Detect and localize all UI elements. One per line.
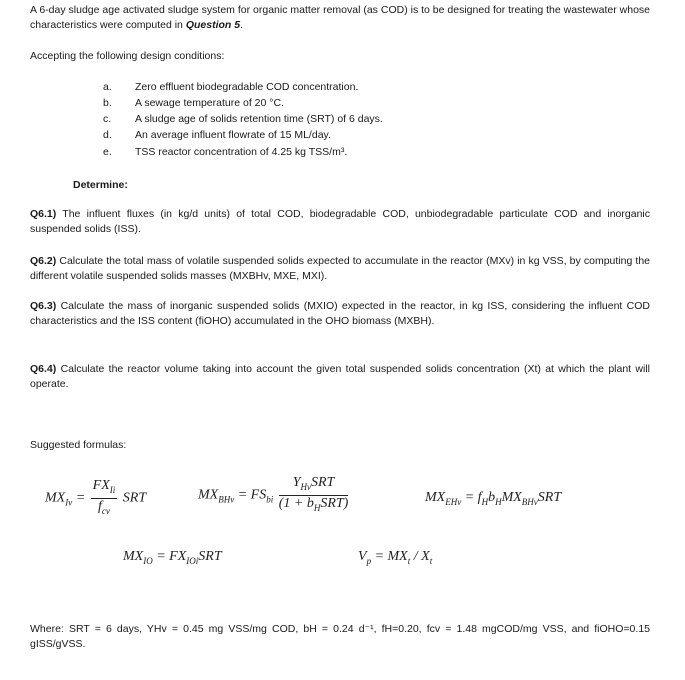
- condition-text: An average influent flowrate of 15 ML/day.: [135, 129, 331, 141]
- f3-mx: MX: [501, 490, 522, 505]
- f2-mid-sub: bi: [266, 494, 274, 505]
- f2-lhs-sub: BHv: [218, 494, 235, 505]
- formula-mx-ehv: [425, 490, 561, 507]
- f4-lhs: MX: [123, 549, 144, 564]
- accepting-heading: Accepting the following design conditions:: [30, 50, 225, 62]
- condition-text: A sewage temperature of 20 °C.: [135, 97, 284, 109]
- formula-mx-bhv: [198, 475, 350, 516]
- question-6-2: [30, 254, 650, 284]
- f3-sub1: H: [481, 497, 489, 507]
- f1-lhs-sub: Iv: [65, 497, 73, 508]
- condition-label: b.: [103, 97, 112, 109]
- f1-tail: SRT: [122, 490, 147, 506]
- f3-sub3: BHv: [521, 497, 538, 507]
- f4-lhs-sub: IO: [143, 556, 153, 566]
- formula-mx-iv: $MX_{Iv}$ = $FX_{Ii}$ $f_{cv}$ SRT: [45, 478, 146, 519]
- question-label: Q6.2): [30, 255, 57, 267]
- f5-rhs: = MX: [374, 549, 408, 564]
- f1-num-sub: Ii: [109, 485, 116, 495]
- f2-num-sub: Hv: [300, 482, 312, 492]
- condition-label: c.: [103, 113, 112, 125]
- question-label: Q6.3): [30, 300, 57, 312]
- f3-lhs: MX: [425, 490, 446, 505]
- f1-den-sub: cv: [101, 506, 110, 516]
- formula-mx-io: [123, 549, 222, 566]
- condition-c: [103, 111, 383, 127]
- f2-mid: = FS: [237, 487, 267, 503]
- condition-text: TSS reactor concentration of 4.25 kg TSS/m³.: [135, 146, 348, 158]
- condition-b: [103, 95, 284, 111]
- f5-div: / X: [410, 549, 430, 564]
- condition-d: [103, 127, 331, 143]
- condition-label: e.: [103, 146, 112, 158]
- where-line: Where: SRT = 6 days, YHv = 0.45 mg VSS/mg COD, bH = 0.24 d⁻¹, fH=0.20, fcv = 1.48 mgCOD/mg VSS, and fiOHO=0.15 gISS/gVSS.: [30, 623, 650, 650]
- question-6-1: [30, 207, 650, 237]
- f2-num: Y: [292, 475, 301, 490]
- question-text: Calculate the reactor volume taking into account the given total suspended solids concentration (Xt) at which the plant will operate.: [30, 363, 650, 390]
- question-label: Q6.1): [30, 208, 57, 220]
- condition-label: a.: [103, 81, 112, 93]
- f5-div-sub: t: [429, 556, 433, 566]
- f1-lhs: MX: [45, 490, 66, 506]
- f1-fraction: [91, 478, 118, 519]
- f4-rhs: = FX: [156, 549, 187, 564]
- condition-text: A sludge age of solids retention time (SRT) of 6 days.: [135, 113, 383, 125]
- intro-text: A 6-day sludge age activated sludge system for organic matter removal (as COD) is to be designed for treating the wastewater whose characteristics were computed in: [30, 4, 650, 31]
- f2-den: (1 + b: [278, 496, 314, 511]
- f2-fraction: [279, 475, 349, 516]
- question-6-4: [30, 362, 650, 392]
- determine-heading: Determine:: [73, 179, 128, 191]
- f3-sub2: H: [495, 497, 502, 507]
- f3-rhs: = f: [464, 490, 482, 505]
- intro-period: .: [240, 19, 244, 31]
- condition-e: [103, 144, 347, 160]
- condition-text: Zero effluent biodegradable COD concentration.: [135, 81, 359, 93]
- question-text: Calculate the mass of inorganic suspended solids (MXIO) expected in the reactor, in kg ISS, considering the influent COD characteristics and the ISS content (fiOHO) accumulated in the OHO biomass (MXBH).: [30, 300, 650, 327]
- question-text: Calculate the total mass of volatile suspended solids expected to accumulate in the reactor (MXv) in kg VSS, by computing the different volatile suspended solids masses (MXBHv, MXE, MXI).: [30, 255, 650, 282]
- formula-vp: [358, 549, 432, 566]
- condition-label: d.: [103, 129, 112, 141]
- f2-lhs: MX: [198, 487, 219, 503]
- f5-lhs-sub: p: [366, 556, 372, 566]
- f5-lhs: V: [358, 549, 367, 564]
- f1-num: FX: [92, 478, 110, 493]
- f2-den-sub: H: [313, 503, 321, 513]
- condition-a: [103, 79, 358, 95]
- question-6-3: [30, 299, 650, 329]
- question-label: Q6.4): [30, 363, 57, 375]
- question-text: The influent fluxes (in kg/d units) of total COD, biodegradable COD, unbiodegradable particulate COD and inorganic suspended solids (ISS).: [30, 208, 650, 235]
- f3-b: b: [488, 490, 496, 505]
- suggested-heading: Suggested formulas:: [30, 439, 127, 451]
- f1-den: f: [98, 499, 102, 514]
- intro-paragraph: [30, 3, 650, 33]
- f3-tail: SRT: [537, 490, 562, 505]
- f3-lhs-sub: EHv: [445, 497, 462, 507]
- f5-rhs-sub: t: [407, 556, 411, 566]
- intro-question-ref: Question 5: [185, 19, 241, 31]
- f2-num-tail: SRT: [311, 475, 335, 490]
- f2-den-tail: SRT): [320, 496, 349, 511]
- f4-tail: SRT: [198, 549, 222, 564]
- f4-rhs-sub: IOi: [186, 556, 199, 566]
